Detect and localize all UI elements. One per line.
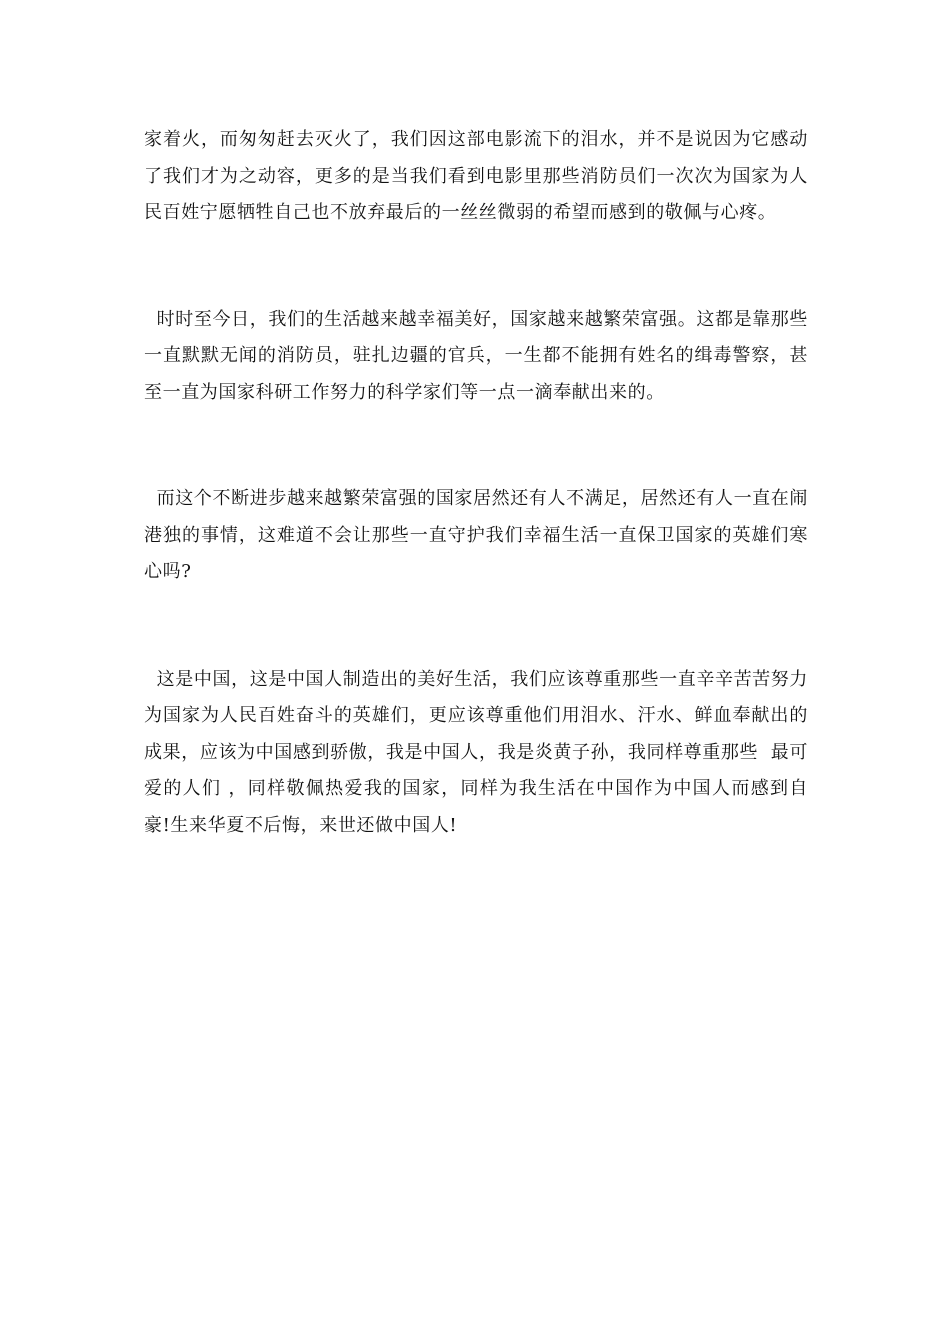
document-body [144, 122, 808, 844]
paragraph-4: 这是中国，这是中国人制造出的美好生活，我们应该尊重那些一直辛辛苦苦努力为国家为人民百姓奋斗的英雄们，更应该尊重他们用泪水、汗水、鲜血奉献出的成果，应该为中国感到骄傲，我是中国人，我是炎黄子孙，我同样尊重那些 最可爱的人们 ，同样敬佩热爱我的国家，同样为我生活在中国作为中国人而感到自豪!生来华夏不后悔，来世还做中国人! [144, 668, 808, 836]
paragraph-1: 家着火，而匆匆赶去灭火了，我们因这部电影流下的泪水，并不是说因为它感动了我们才为之动容，更多的是当我们看到电影里那些消防员们一次次为国家为人民百姓宁愿牺牲自己也不放弃最后的一丝丝微弱的希望而感到的敬佩与心疼。 [144, 129, 808, 223]
paragraph-2: 时时至今日，我们的生活越来越幸福美好，国家越来越繁荣富强。这都是靠那些一直默默无闻的消防员，驻扎边疆的官兵，一生都不能拥有姓名的缉毒警察，甚至一直为国家科研工作努力的科学家们等一点一滴奉献出来的。 [144, 308, 808, 403]
paragraph-3: 而这个不断进步越来越繁荣富强的国家居然还有人不满足，居然还有人一直在闹港独的事情，这难道不会让那些一直守护我们幸福生活一直保卫国家的英雄们寒心吗? [144, 488, 808, 582]
